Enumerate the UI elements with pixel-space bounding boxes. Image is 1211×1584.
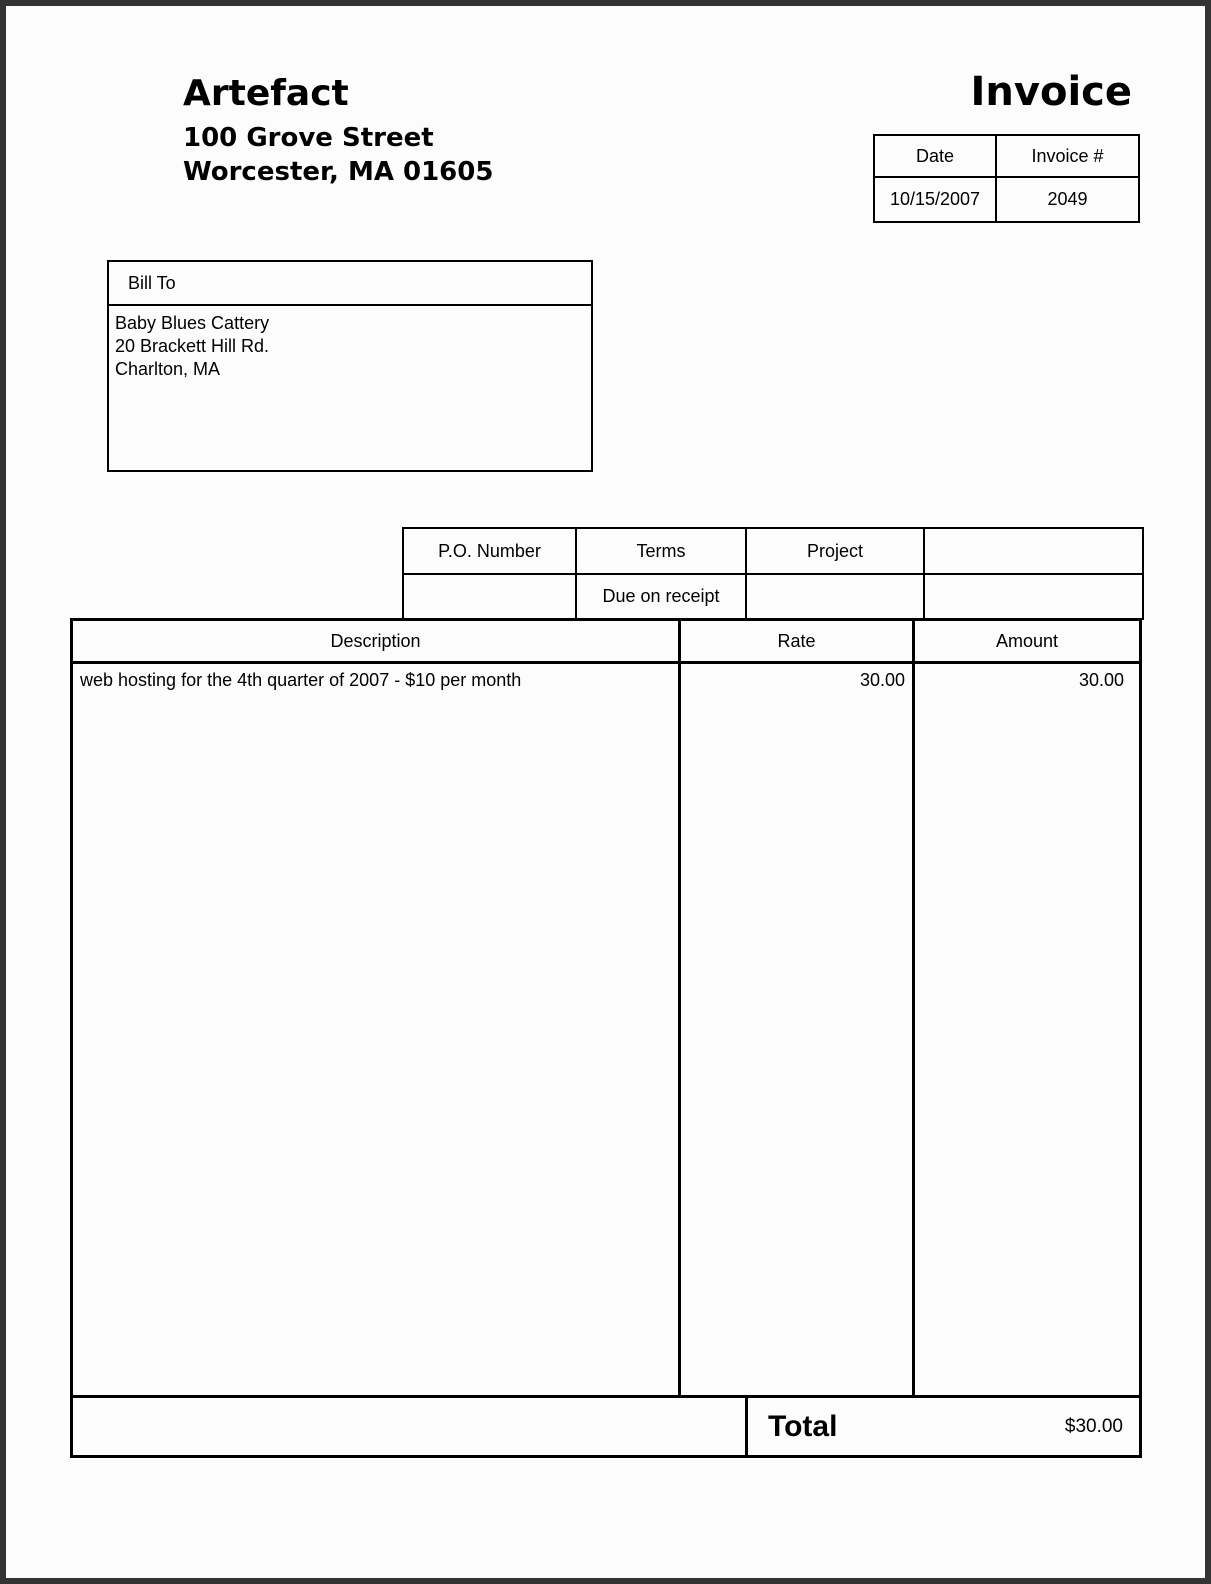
bill-to-address-line: Charlton, MA (115, 359, 221, 379)
invoice-details-table (402, 527, 1144, 620)
line-item-rate: 30.00 (681, 664, 915, 1395)
invoice-title: Invoice (970, 69, 1132, 115)
meta-header-row (874, 135, 1139, 177)
invoice-number-header: Invoice # (996, 135, 1139, 177)
company-address-line2: Worcester, MA 01605 (183, 157, 494, 187)
invoice-meta-table (873, 134, 1140, 223)
company-address-line1: 100 Grove Street (183, 123, 434, 153)
company-address (183, 121, 493, 189)
description-header: Description (73, 621, 681, 661)
po-number-value (403, 574, 576, 619)
terms-header: Terms (576, 528, 746, 574)
line-item-amount: 30.00 (1078, 670, 1124, 690)
details-value-row (403, 574, 1143, 619)
date-header: Date (874, 135, 996, 177)
line-items-header-row (73, 621, 1139, 664)
total-label: Total (768, 1409, 838, 1443)
details-blank-value (924, 574, 1143, 619)
project-header: Project (746, 528, 924, 574)
total-value: $30.00 (1064, 1415, 1123, 1437)
date-value: 10/15/2007 (874, 177, 996, 222)
line-items-body (73, 664, 1139, 1395)
line-item-description: web hosting for the 4th quarter of 2007 - $10 per month (73, 664, 681, 1395)
bill-to-address (109, 306, 591, 387)
terms-value: Due on receipt (576, 574, 746, 619)
bill-to-address-line: 20 Brackett Hill Rd. (115, 336, 270, 356)
bill-to-address-line: Baby Blues Cattery (115, 313, 270, 333)
company-name: Artefact (183, 73, 349, 114)
total-row (70, 1395, 1142, 1458)
details-header-row (403, 528, 1143, 574)
line-items-table (70, 618, 1142, 1395)
bill-to-label: Bill To (109, 262, 591, 306)
meta-value-row (874, 177, 1139, 222)
po-number-header: P.O. Number (403, 528, 576, 574)
invoice-number-value: 2049 (996, 177, 1139, 222)
total-cell (748, 1398, 1139, 1455)
bill-to-box (107, 260, 593, 472)
company-block (183, 72, 493, 189)
project-value (746, 574, 924, 619)
rate-header: Rate (681, 621, 915, 661)
details-blank-header (924, 528, 1143, 574)
amount-header: Amount (995, 631, 1059, 651)
total-row-blank-cell (73, 1398, 748, 1455)
